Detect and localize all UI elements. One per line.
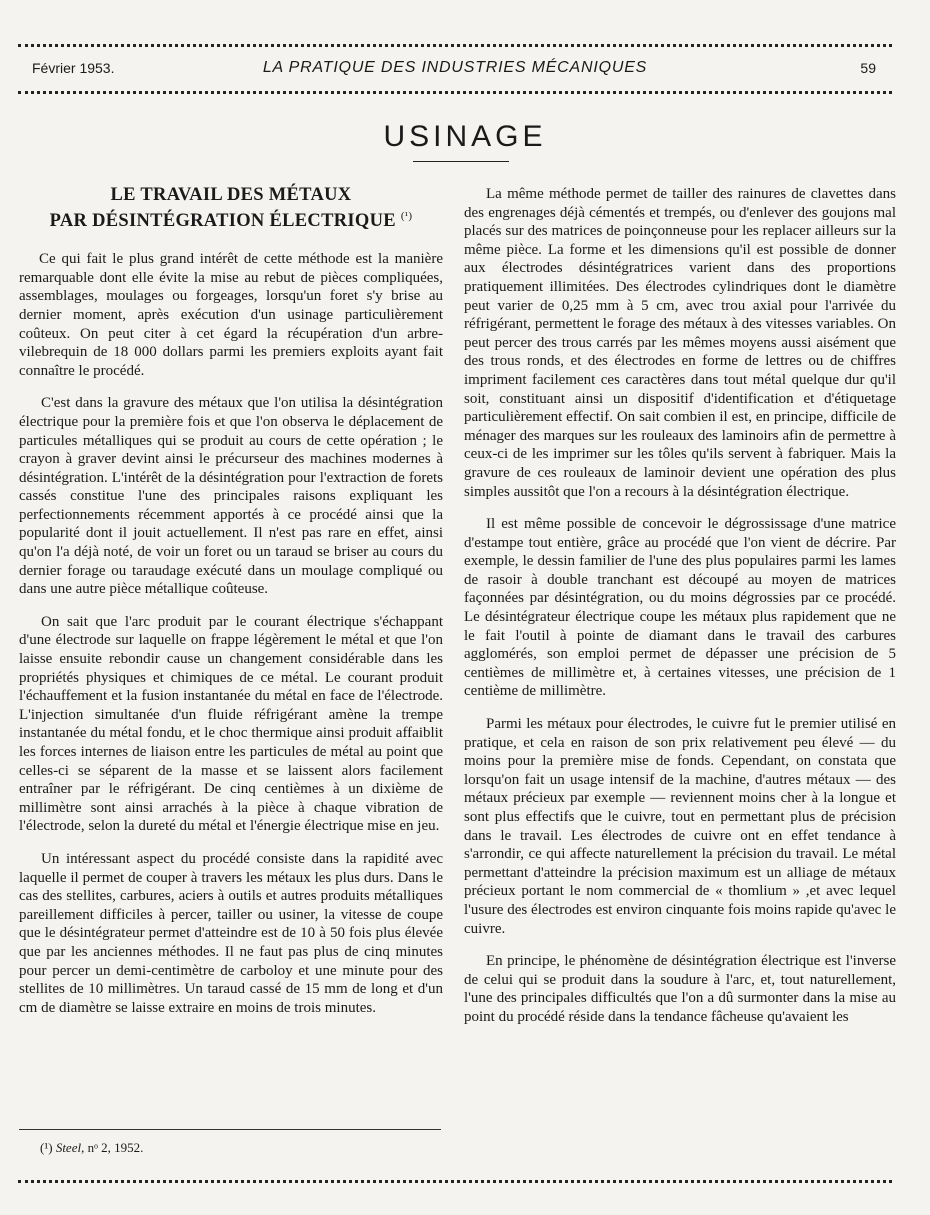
page-number: 59 bbox=[860, 60, 876, 76]
left-column bbox=[19, 185, 443, 1031]
footnote-ref: (¹) bbox=[40, 1140, 53, 1155]
paragraph: Parmi les métaux pour électrodes, le cuivre fut le premier utilisé en pratique, et cela en raison de son prix relativement peu élevé — du moins pour la première mise de fonds. Cependant, on constata que lorsqu'on fait un usage intensif de la machine, d'autres métaux — des métaux précieux par exemple — reviennent moins cher à la longue et sont plus effectifs que le cuivre, tout en permettant plus de précision dans le travail. Les électrodes de cuivre ont en effet tendance à s'arrondir, ce qui affecte naturellement la précision du travail. Le métal permettant d'atteindre la précision maximum est un alliage de métaux précieux portant le nom commercial de « thomlium » ,et avec lequel l'usure des électrodes est environ cinquante fois moins rapide qu'avec le cuivre. bbox=[464, 716, 896, 937]
paragraph: Ce qui fait le plus grand intérêt de cette méthode est la manière remarquable dont elle évite la mise au rebut de pièces compliquées, assemblages, moulages ou forgeages, lorsqu'un foret s'y brise au dernier moment, après exécution d'un usinage particulièrement coûteux. On peut citer à cet égard la récupération d'un arbre-vilebrequin de 18 000 dollars parmi les premiers exploits ayant fait connaître le procédé. bbox=[19, 251, 443, 379]
article-title-line-2 bbox=[19, 206, 443, 232]
paragraph: En principe, le phénomène de désintégration électrique est l'inverse de celui qui se produit dans la soudure à l'arc, et, tout naturellement, l'une des principales difficultés que l'on a dû surmonter dans la mise au point du procédé réside dans la tendance fâcheuse qu'avaient les bbox=[464, 953, 896, 1025]
footnote-rule bbox=[19, 1129, 179, 1130]
journal-title: LA PRATIQUE DES INDUSTRIES MÉCANIQUES bbox=[262, 59, 648, 76]
right-column bbox=[464, 185, 896, 1041]
article-title-line-2-text: PAR DÉSINTÉGRATION ÉLECTRIQUE bbox=[49, 211, 396, 232]
paragraph: On sait que l'arc produit par le courant électrique s'échappant d'une électrode sur laquelle on frappe légèrement le métal et que l'on laisse ensuite rebondir cause un changement considérable dans les propriétés physiques et chimiques de ce métal. Le courant produit l'échauffement et la fusion instantanée du métal en face de l'électrode. L'injection simultanée d'un fluide réfrigérant amène la trempe instantanée du métal fondu, et le choc thermique ainsi produit affaiblit les forces internes de liaison entre les particules de métal au point que celles-ci se séparent de la masse et se laissent alors facilement entraîner par le réfrigérant. De cinq centièmes à un dixième de millimètre sont ainsi arrachés à la pièce à chaque vibration de l'électrode, selon la dureté du métal et l'énergie électrique mise en jeu. bbox=[19, 613, 443, 835]
section-title: USINAGE bbox=[383, 120, 547, 153]
article-title-line-1: LE TRAVAIL DES MÉTAUX bbox=[110, 185, 352, 205]
footnote-marker: (¹) bbox=[400, 210, 413, 222]
footnote-source: Steel, bbox=[55, 1140, 85, 1155]
running-header bbox=[18, 56, 892, 82]
footnote-rule-extension bbox=[175, 1129, 441, 1130]
bottom-dotted-rule bbox=[18, 1180, 892, 1183]
paragraph: Un intéressant aspect du procédé consiste dans la rapidité avec laquelle il permet de couper à travers les métaux les plus durs. Dans le cas des stellites, carbures, aciers à outils et autres produits métalliques pareillement difficiles à percer, tailler ou usiner, la vitesse de coupe que le désintégrateur permet d'atteindre est de 10 à 50 fois plus élevée que par les anciennes méthodes. Il ne faut pas plus de cinq minutes pour percer un demi-centimètre de carboloy et une minute pour des stellites de 10 millimètres. Un taraud cassé de 15 mm de long et d'un cm de diamètre se laisse extraire en moins de trois minutes. bbox=[19, 850, 443, 1016]
footnote-detail: nᵒ 2, 1952. bbox=[87, 1140, 144, 1155]
top-dotted-rule bbox=[18, 44, 892, 47]
article-title bbox=[19, 185, 443, 232]
header-dotted-rule bbox=[18, 91, 892, 94]
paragraph: Il est même possible de concevoir le dégrossissage d'une matrice d'estampe tout entière, grâce au procédé que l'on vient de décrire. Par exemple, le dessin familier de l'une des plus populaires parmi les lames de rasoir à double tranchant est découpé au moyen de matrices façonnées par désintégration, ou du moins dégrossies par ce procédé. Le désintégrateur électrique coupe les métaux plus rapidement que ne le fait l'outil à pointe de diamant dans le travail des carbures agglomérés, son emploi permet de dépasser une précision de 5 centièmes de millimètre et, à certaines vitesses, une précision de 1 centième de millimètre. bbox=[464, 516, 896, 700]
footnote bbox=[40, 1140, 143, 1156]
paragraph: C'est dans la gravure des métaux que l'on utilisa la désintégration électrique pour la première fois et que l'on observa le déplacement de particules métalliques qui se produit au cours de cette opération ; le crayon à graver devint ainsi le précurseur des machines modernes à désintégration. L'intérêt de la désintégration pour l'extraction de forets cassés constitue l'une des principales raisons expliquant les perfectionnements récemment apportés à ce procédé ainsi que la popularité dont il jouit actuellement. Il n'est pas rare en effet, ainsi qu'on l'a déjà noté, de voir un foret ou un taraud se briser au cours du dernier forage ou taraudage exécuté dans un moulage compliqué ou dans une autre pièce métallique coûteuse. bbox=[19, 395, 443, 598]
issue-date: Février 1953. bbox=[32, 60, 115, 76]
paragraph: La même méthode permet de tailler des rainures de clavettes dans des engrenages déjà cémentés et trempés, ou d'enlever des goujons mal placés sur des matrices de poinçonneuse pour les replacer ailleurs sur la même pièce. La forme et les dimensions qu'il est possible de donner aux électrodes désintégratrices varient dans des proportions pratiquement illimitées. Des électrodes cylindriques dont le diamètre peut varier de 0,25 mm à 5 cm, avec trou axial pour l'arrivée du réfrigérant, permettent le forage des métaux à des vitesses variables. On peut percer des trous carrés par les mêmes moyens aussi aisément que des trous ronds, et des électrodes en forme de lettres ou de chiffres impriment facilement ces caractères dans tout métal quelque dur qu'il soit, constituant ainsi un dispositif d'identification et d'étiquetage particulièrement effectif. On sait combien il est, en principe, difficile de ménager des marques sur les rouleaux des laminoirs afin de permettre à ceux-ci de les imprimer sur les tôles qu'ils servent à fabriquer. Mais la gravure de ces rouleaux de laminoir devient une opération des plus simples aussitôt que l'on a recours à la désintégration électrique. bbox=[464, 186, 896, 500]
section-title-underline bbox=[413, 161, 509, 162]
